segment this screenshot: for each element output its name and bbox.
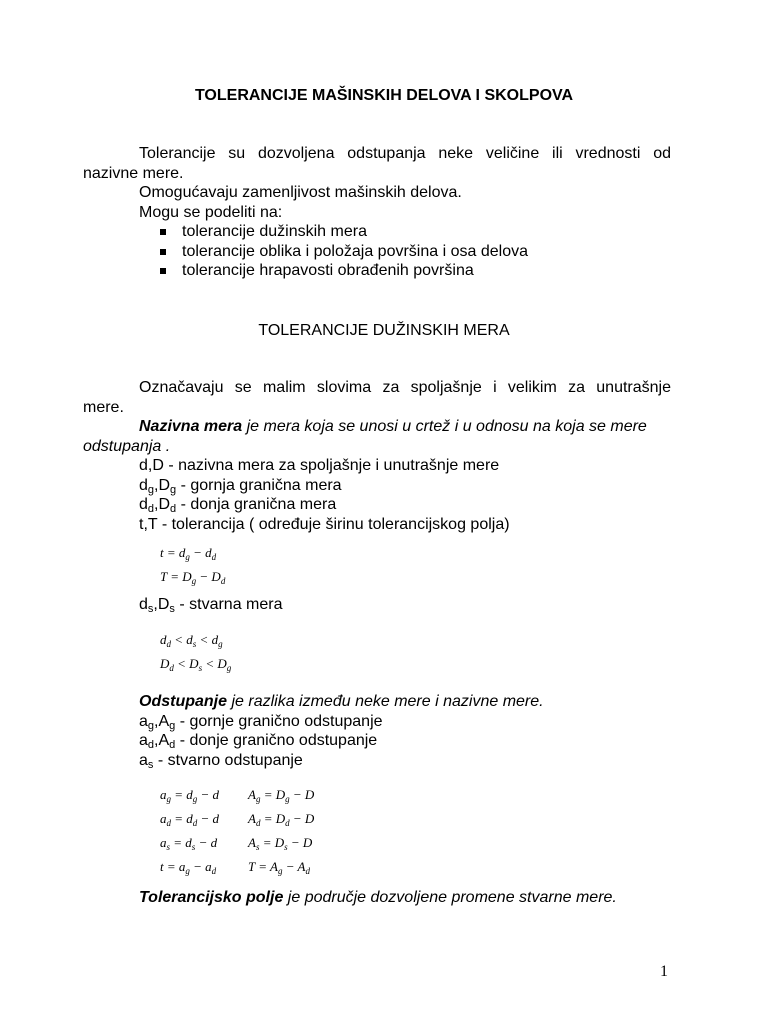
odstupanje-definition xyxy=(83,692,671,712)
formula-row: $a_d = d_d - d$ $A_d = D_d - D$ xyxy=(160,811,315,828)
intro-paragraph-line1: Tolerancije su dozvoljena odstupanja neke veličine ili vrednosti od xyxy=(139,145,671,162)
def-dd-text: - donja granična mera xyxy=(176,496,337,513)
odstupanje-term: Odstupanje xyxy=(139,693,228,710)
tolerance-types-list xyxy=(83,222,671,281)
formula-tolerance xyxy=(160,541,225,589)
section-title: TOLERANCIJE DUŽINSKIH MERA xyxy=(258,322,510,339)
formula-row: $t = a_g - a_d$ $T = A_g - A_d$ xyxy=(160,859,310,876)
def-dd: $d_d,D_d$ - donja granična mera xyxy=(139,496,337,515)
formula-ds-range: $d_d < d_s < d_g$ xyxy=(160,632,223,649)
intro-division-lead: Mogu se podeliti na: xyxy=(139,203,283,221)
page-title: TOLERANCIJE MAŠINSKIH DELOVA I SKOLPOVA xyxy=(194,87,574,104)
formula-actual-size xyxy=(160,628,231,676)
intro-section xyxy=(83,144,671,281)
actual-size-definition xyxy=(83,595,671,615)
list-item: tolerancije dužinskih mera xyxy=(156,222,671,242)
polje-definition xyxy=(83,888,671,908)
def-ag: $a_g,A_g$ - gornje granično odstupanje xyxy=(139,712,383,732)
def-d: d,D - nazivna mera za spoljašnje i unutrašnje mere xyxy=(139,457,500,474)
polje-term: Tolerancijsko polje xyxy=(139,889,284,906)
formula-t: $t = d_g - d_d$ xyxy=(160,545,217,562)
notation-line2: mere. xyxy=(83,398,124,416)
nazivna-term: Nazivna mera xyxy=(139,418,243,435)
length-section xyxy=(83,378,671,534)
deviation-section xyxy=(83,692,671,770)
def-as-text: - stvarno odstupanje xyxy=(153,751,303,769)
def-ds: $d_s,D_s$ - stvarna mera xyxy=(139,596,283,615)
polje-text: je područje dozvoljene promene stvarne mere. xyxy=(283,889,617,906)
def-ag-text: - gornje granično odstupanje xyxy=(175,712,383,730)
formula-row: $a_g = d_g - d$ $A_g = D_g - D$ xyxy=(160,787,315,804)
def-dg-text: - gornja granična mera xyxy=(176,476,342,494)
def-t: t,T - tolerancija ( određuje širinu tolerancijskog polja) xyxy=(139,515,510,533)
def-ds-text: - stvarna mera xyxy=(174,596,283,613)
formula-row: $a_s = d_s - d$ $A_s = D_s - D$ xyxy=(160,835,313,852)
formula-T: $T = D_g - D_d$ xyxy=(160,569,226,586)
page-number: 1 xyxy=(660,963,668,980)
def-dg: $d_g,D_g$ - gornja granična mera xyxy=(139,476,342,496)
nazivna-definition-line2: odstupanja . xyxy=(83,437,171,455)
def-ad: $a_d,A_d$ - donje granično odstupanje xyxy=(139,732,378,751)
notation-line1: Označavaju se malim slovima za spoljašnje i velikim za unutrašnje xyxy=(139,379,671,396)
odstupanje-text: je razlika između neke mere i nazivne mere. xyxy=(227,693,544,710)
def-as: $a_s$ - stvarno odstupanje xyxy=(139,751,303,771)
formula-deviations xyxy=(160,783,314,879)
nazivna-text: je mera koja se unosi u crtež i u odnosu na koja se mere xyxy=(242,418,647,435)
intro-interchangeability: Omogućavaju zamenljivost mašinskih delova. xyxy=(139,184,462,201)
nazivna-definition xyxy=(83,417,671,437)
list-item: tolerancije oblika i položaja površina i osa delova xyxy=(156,242,671,262)
intro-paragraph-line2: nazivne mere. xyxy=(83,164,184,182)
def-ad-text: - donje granično odstupanje xyxy=(175,732,378,749)
tolerance-field-definition xyxy=(83,888,671,908)
list-item: tolerancije hrapavosti obrađenih površina xyxy=(156,261,671,281)
formula-Ds-range: $D_d < D_s < D_g$ xyxy=(160,656,232,673)
